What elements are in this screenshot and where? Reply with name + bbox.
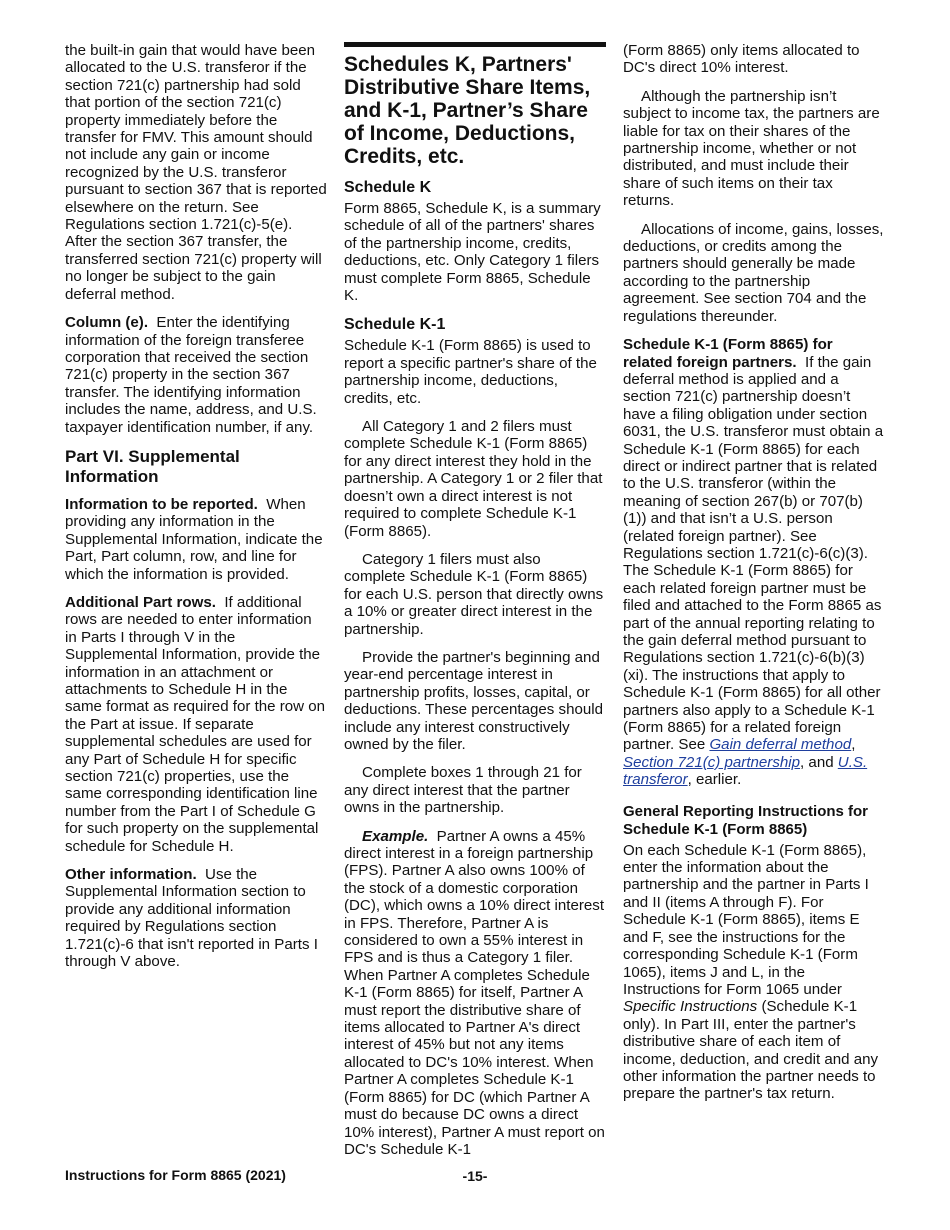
other-info-paragraph [65, 866, 327, 970]
related-foreign-partners-paragraph [623, 336, 885, 789]
related-foreign-partners-label: Schedule K-1 (Form 8865) for related foreign partners. [623, 336, 833, 371]
schedule-k-heading: Schedule K [344, 179, 432, 196]
other-info-text: Use the Supplemental Information section to provide any additional information required by Regulations section 1.721(c)-6 that isn't reported in Parts I through V above. [65, 866, 318, 971]
us-transferor-link[interactable]: U.S. transferor [623, 753, 868, 789]
example-paragraph [344, 828, 606, 1159]
schedule-k1-heading: Schedule K-1 [344, 316, 446, 334]
example-label: Example. [362, 827, 429, 845]
related-foreign-partners-text: If the gain deferral method is applied and a section 721(c) partnership doesn’t have a filing obligation under section 6031, the U.S. transferor must obtain a Schedule K-1 (Form 8865) for each direct or indirect partner that is related to the U.S. transferor (within the meaning of section 267(b) or 707(b)(1)) and that isn’t a U.S. person (related foreign partner). See Regulations section 1.721(c)-6(c)(3). The Schedule K-1 (Form 8865) for each related foreign partner must be filed and attached to the Form 8865 as part of the annual reporting relating to the gain deferral method pursuant to Regulations section 1.721(c)-6(b)(3)(xi). The instructions that apply to Schedule K-1 (Form 8865) for all other partners also apply to a Schedule K-1 (Form 8865) for a related foreign partner. See [623, 353, 884, 754]
column-2 [344, 42, 606, 1169]
general-text-a: On each Schedule K-1 (Form 8865), enter the information about the partnership and the partner in Parts I and II (items A through F). For Schedule K-1 (Form 8865), items E and F, see the instructions for the corresponding Schedule K-1 (Form 1065), items J and L, in the Instructions for Form 1065 under [623, 841, 869, 998]
separator: , and [800, 753, 838, 771]
paragraph-continuation: the built-in gain that would have been allocated to the U.S. transferor if the section 721(c) partnership had sold that portion of the section 721(c) property immediately before the transfer for FMV. This amount should not include any gain or income recognized by the U.S. transferor pursuant to section 367 that is reported elsewhere on the return. See Regulations section 1.721(c)-5(e). After the section 367 transfer, the transferred section 721(c) property will no longer be subject to the gain deferral method. [65, 42, 327, 303]
tax-liability-paragraph: Although the partnership isn’t subject to income tax, the partners are liable for tax on their shares of the partnership income, whether or not distributed, and must include their share of such items on their tax returns. [623, 87, 880, 210]
section-heading: Schedules K, Partners' Distributive Share Items, and K-1, Partner’s Share of Income, Deductions, Credits, etc. [344, 53, 591, 168]
percentage-paragraph: Provide the partner's beginning and year-end percentage interest in partnership profits, losses, capital, or deductions. These percentages should include any interest constructively owned by the filer. [344, 648, 604, 753]
allocations-paragraph: Allocations of income, gains, losses, deductions, or credits among the partners should generally be made according to the partnership agreement. See section 704 and the regulations thereunder. [623, 220, 884, 325]
column-1 [65, 42, 327, 982]
additional-rows-label: Additional Part rows. [65, 593, 216, 611]
column-e-text: Enter the identifying information of the foreign transferee corporation that received the section 721(c) property in the section 367 transfer. The identifying information includes the name, address, and U.S. taxpayer identification number, if any. [65, 314, 317, 436]
section-721c-partnership-link[interactable]: Section 721(c) partnership [623, 753, 801, 771]
column-e-label: Column (e). [65, 314, 149, 332]
info-reported-text: When providing any information in the Supplemental Information, indicate the Part, Part column, row, and line for which the information is provided. [65, 495, 323, 583]
info-reported-paragraph [65, 496, 327, 583]
footer-page-number-wrap [0, 1168, 950, 1184]
general-reporting-paragraph [623, 842, 885, 1103]
general-reporting-heading: General Reporting Instructions for Schedule K-1 (Form 8865) [623, 802, 869, 838]
additional-rows-paragraph [65, 594, 327, 855]
other-info-label: Other information. [65, 866, 197, 884]
column-e-paragraph [65, 314, 327, 436]
info-reported-label: Information to be reported. [65, 495, 258, 513]
example-text: Partner A owns a 45% direct interest in a foreign partnership (FPS). Partner A also owns 100% of the stock of a domestic corporation (DC), which owns a 10% direct interest in FPS. Therefore, Partner A is considered to own a 55% interest in FPS and is thus a Category 1 filer. When Partner A completes Schedule K-1 (Form 8865) for itself, Partner A must report the distributive share of items allocated to Partner A's direct interest of 45% but not any items allocated to DC's 10% interest. When Partner A completes Schedule K-1 (Form 8865) for DC (which Partner A must do because DC owns a direct 10% interest), Partner A must report on DC's Schedule K-1 [344, 827, 605, 1158]
category-1-2-paragraph: All Category 1 and 2 filers must complete Schedule K-1 (Form 8865) for any direct interest they hold in the partnership. A Category 1 or 2 filer that doesn’t own a direct interest is not required to complete Schedule K-1 (Form 8865). [344, 418, 603, 540]
gain-deferral-method-link[interactable]: Gain deferral method [709, 736, 852, 754]
category-1-paragraph: Category 1 filers must also complete Schedule K-1 (Form 8865) for each U.S. person that directly owns a 10% or greater direct interest in the partnership. [344, 550, 604, 638]
schedule-k1-text: Schedule K-1 (Form 8865) is used to report a specific partner's share of the partnership income, deductions, credits, etc. [344, 337, 597, 407]
footer-form-title: Instructions for Form 8865 (2021) [65, 1167, 286, 1183]
section-rule [344, 42, 606, 47]
related-end-text: , earlier. [687, 771, 742, 789]
page-number: -15- [462, 1168, 488, 1184]
boxes-paragraph: Complete boxes 1 through 21 for any direct interest that the partner owns in the partnership. [344, 764, 582, 817]
part-vi-heading: Part VI. Supplemental Information [65, 446, 240, 486]
paragraph-continuation: (Form 8865) only items allocated to DC's direct 10% interest. [623, 42, 860, 77]
separator: , [851, 736, 856, 754]
general-text-b: (Schedule K-1 only). In Part III, enter the partner's distributive share of each item of income, deduction, and credit and any other information the partner needs to prepare the partner's tax return. [623, 998, 879, 1103]
specific-instructions-italic: Specific Instructions [623, 998, 758, 1016]
column-3 [623, 42, 885, 1114]
additional-rows-text: If additional rows are needed to enter information in Parts I through V in the Supplemental Information, provide the information in an attachment or attachments to Schedule H in the same format as required for the row on the Part at issue. If separate supplemental schedules are used for any Part of Schedule H for specific section 721(c) properties, use the same corresponding identification line number from the Part I of Schedule G for such property on the supplemental schedule for Schedule H. [65, 593, 326, 855]
schedule-k-text: Form 8865, Schedule K, is a summary schedule of all of the partners' shares of the partnership income, credits, deductions, etc. Only Category 1 filers must complete Form 8865, Schedule K. [344, 200, 601, 305]
